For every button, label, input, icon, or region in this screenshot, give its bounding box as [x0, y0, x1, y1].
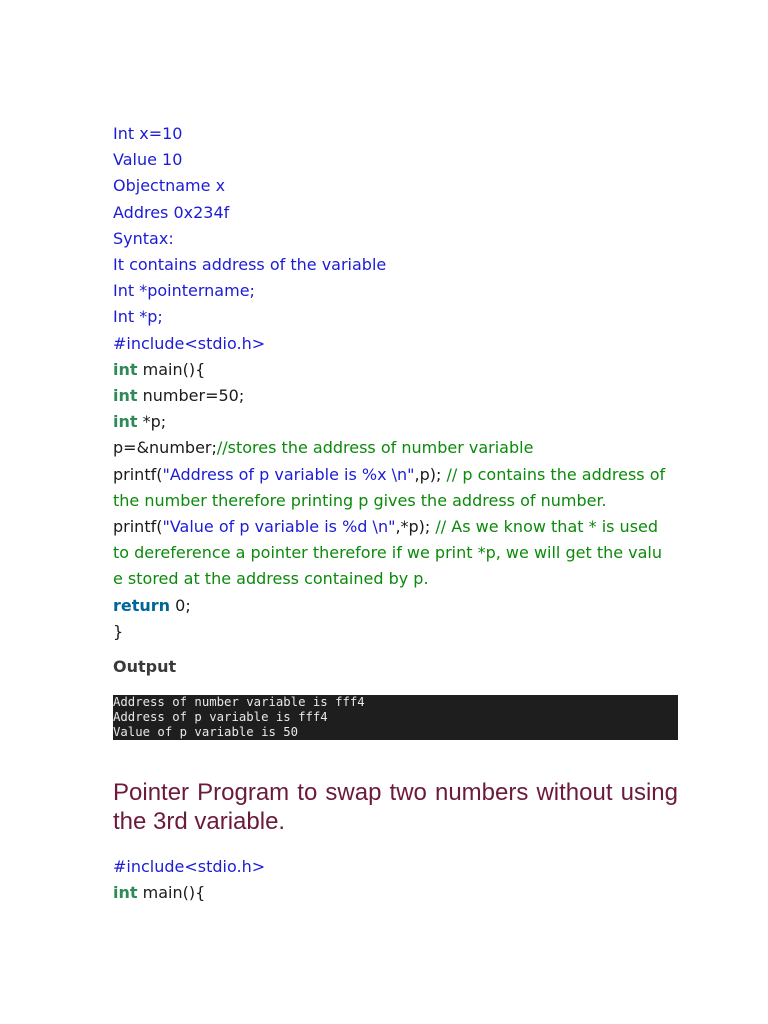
- code-text: main(){: [137, 883, 206, 903]
- console-line: Value of p variable is 50: [113, 725, 299, 740]
- code-string: "Value of p variable is %d \n": [162, 517, 396, 537]
- code-text: ,*p);: [395, 517, 436, 537]
- section-heading: Pointer Program to swap two numbers without using the 3rd variable.: [113, 779, 678, 836]
- code-text: main(){: [137, 359, 206, 379]
- code-text: *p;: [137, 412, 167, 432]
- intro-line: Objectname x: [113, 176, 226, 196]
- include-line: #include<stdio.h>: [113, 333, 266, 353]
- code-text: printf(: [113, 517, 163, 537]
- code-line-printf2: [113, 514, 678, 540]
- code-line-close: }: [113, 621, 124, 641]
- keyword-int: int: [113, 883, 138, 903]
- console-line: Address of p variable is fff4: [113, 710, 328, 725]
- code-text: 0;: [170, 595, 191, 615]
- keyword-int: int: [113, 386, 138, 406]
- code-text: number=50;: [137, 386, 245, 406]
- keyword-int: int: [113, 359, 138, 379]
- code-line-pointer: [113, 409, 678, 435]
- intro-line: It contains address of the variable: [113, 255, 387, 275]
- section2-code: [113, 854, 678, 906]
- output-label: Output: [113, 657, 177, 677]
- console-line: Address of number variable is fff4: [113, 695, 365, 710]
- code-text: printf(: [113, 464, 163, 484]
- intro-line: Int *pointername;: [113, 281, 255, 301]
- keyword-int: int: [113, 412, 138, 432]
- code-line-main: [113, 880, 678, 906]
- code-comment-continued: to dereference a pointer therefore if we print *p, we will get the valu: [113, 543, 663, 563]
- intro-line: Value 10: [113, 150, 183, 170]
- include-line: #include<stdio.h>: [113, 857, 266, 877]
- intro-line: Addres 0x234f: [113, 202, 230, 222]
- code-comment: //stores the address of number variable: [216, 438, 534, 458]
- code-line-printf1: [113, 462, 678, 488]
- keyword-return: return: [113, 595, 171, 615]
- intro-line: Syntax:: [113, 228, 174, 248]
- code-comment: // As we know that * is used: [435, 517, 659, 537]
- code-comment-continued: the number therefore printing p gives the address of number.: [113, 490, 607, 510]
- code-line-return: [113, 593, 678, 619]
- code-comment-continued: e stored at the address contained by p.: [113, 569, 429, 589]
- code-line-number: [113, 383, 678, 409]
- code-text: p=&number;: [113, 438, 217, 458]
- code-text: ,p);: [414, 464, 447, 484]
- code-comment: // p contains the address of: [446, 464, 666, 484]
- intro-line: Int *p;: [113, 307, 163, 327]
- console-output: [113, 695, 678, 740]
- intro-line: Int x=10: [113, 124, 183, 143]
- document-content: [113, 121, 678, 906]
- code-line-main: [113, 357, 678, 383]
- code-string: "Address of p variable is %x \n": [162, 464, 415, 484]
- code-line-assign: [113, 435, 678, 461]
